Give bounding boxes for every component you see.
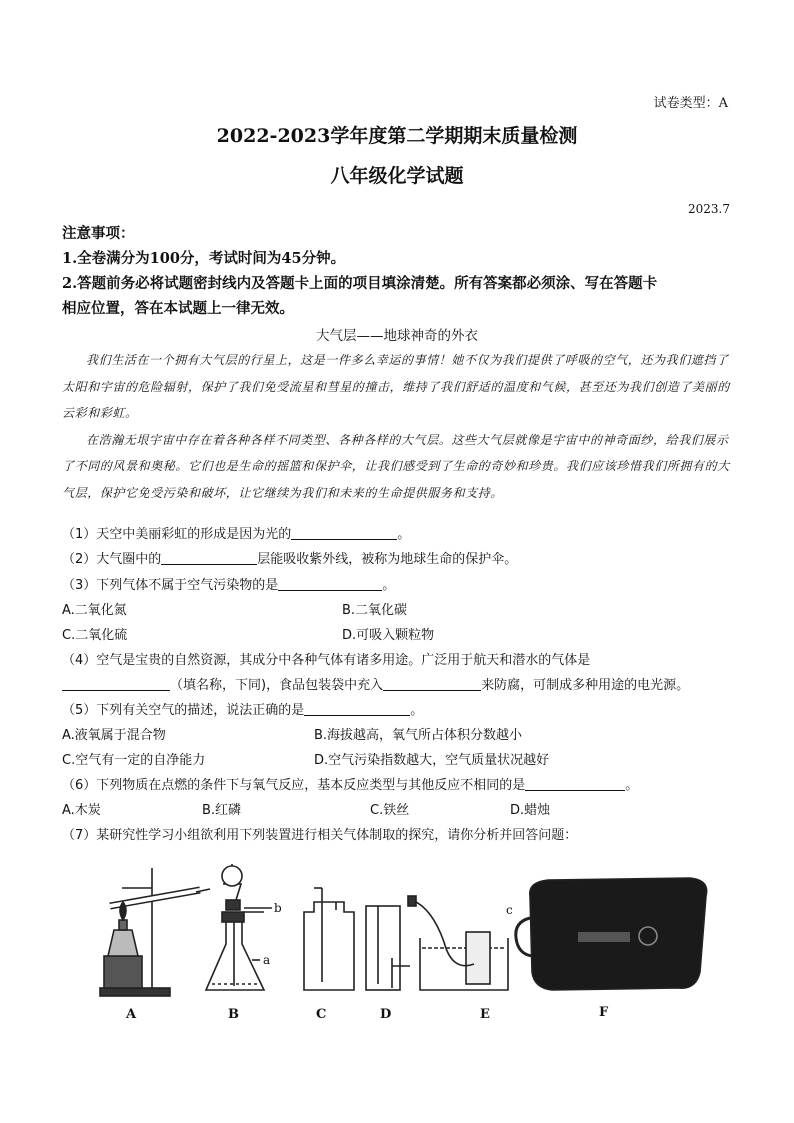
notes-heading: 注意事项： bbox=[62, 225, 135, 242]
exam-title: 2022-2023学年度第二学期期末质量检测 bbox=[216, 125, 578, 147]
q3-option-a: A.二氧化氮 bbox=[62, 603, 127, 618]
q5-option-d: D.空气污染指数越大，空气质量状况越好 bbox=[314, 753, 550, 768]
question-4-end: 来防腐，可制成多种用途的电光源。 bbox=[481, 678, 690, 693]
q6-option-b: B.红磷 bbox=[202, 803, 242, 818]
exam-subtitle: 八年级化学试题 bbox=[330, 165, 464, 187]
apparatus-d bbox=[366, 906, 410, 990]
passage-body bbox=[62, 347, 734, 506]
passage-paragraph-1: 我们生活在一个拥有大气层的行星上，这是一件多么幸运的事情！她不仅为我们提供了呼吸的空气，还为我们遮挡了太阳和宇宙的危险辐射，保护了我们免受流星和彗星的撞击，维持了我们舒适的温度和气候，甚至还为我们创造了美丽的云彩和彩虹。 bbox=[62, 353, 730, 420]
question-2 bbox=[62, 548, 517, 567]
answer-blank-3[interactable] bbox=[278, 576, 382, 591]
question-3 bbox=[62, 574, 395, 593]
note-1: 1.全卷满分为100分，考试时间为45分钟。 bbox=[62, 250, 346, 267]
q6-option-a: A.木炭 bbox=[62, 803, 101, 818]
question-3-end: 。 bbox=[382, 578, 396, 593]
answer-blank-4b[interactable] bbox=[383, 676, 481, 691]
label-c: C bbox=[316, 1007, 327, 1022]
question-1-end: 。 bbox=[397, 527, 411, 542]
label-b: B bbox=[228, 1007, 239, 1022]
question-3-text: （3）下列气体不属于空气污染物的是 bbox=[62, 578, 279, 593]
answer-blank-6[interactable] bbox=[525, 776, 625, 791]
q5-option-c: C.空气有一定的自净能力 bbox=[62, 753, 206, 768]
question-7: （7）某研究性学习小组欲利用下列装置进行相关气体制取的探究，请你分析并回答问题： bbox=[62, 828, 578, 843]
question-2-text: （2）大气圈中的 bbox=[62, 552, 162, 567]
label-e: E bbox=[480, 1007, 490, 1022]
apparatus-a bbox=[100, 868, 210, 996]
question-2-end: 层能吸收紫外线，被称为地球生命的保护伞。 bbox=[257, 552, 518, 567]
passage-title: 大气层——地球神奇的外衣 bbox=[316, 328, 478, 344]
label-d: D bbox=[380, 1007, 392, 1022]
question-4-mid: （填名称，下同)，食品包装袋中充入 bbox=[170, 678, 384, 693]
question-6-text: （6）下列物质在点燃的条件下与氧气反应，基本反应类型与其他反应不相同的是 bbox=[62, 778, 526, 793]
apparatus-b bbox=[206, 864, 272, 990]
question-5-text: （5）下列有关空气的描述，说法正确的是 bbox=[62, 703, 305, 718]
exam-date: 2023.7 bbox=[688, 202, 730, 216]
question-6-end: 。 bbox=[625, 778, 639, 793]
port-label-b: b bbox=[274, 901, 282, 915]
q3-option-b: B.二氧化碳 bbox=[342, 603, 408, 618]
answer-blank-4a[interactable] bbox=[62, 676, 170, 691]
q3-option-d: D.可吸入颗粒物 bbox=[342, 628, 435, 643]
note-2-line2: 相应位置，答在本试题上一律无效。 bbox=[62, 300, 294, 317]
question-5-end: 。 bbox=[410, 703, 424, 718]
passage-paragraph-2: 在浩瀚无垠宇宙中存在着各种各样不同类型、各种各样的大气层。这些大气层就像是宇宙中的神奇面纱，给我们展示了不同的风景和奥秘。它们也是生命的摇篮和保护伞，让我们感受到了生命的奇妙和珍贵。我们应该珍惜我们所拥有的大气层，保护它免受污染和破坏，让它继续为我们和未来的生命提供服务和支持。 bbox=[62, 432, 730, 500]
paper-type: 试卷类型：A bbox=[653, 96, 728, 111]
q6-option-c: C.铁丝 bbox=[370, 803, 410, 818]
q5-option-b: B.海拔越高，氧气所占体积分数越小 bbox=[314, 728, 523, 743]
question-4-line1: （4）空气是宝贵的自然资源，其成分中各种气体有诸多用途。广泛用于航天和潜水的气体是 bbox=[62, 653, 591, 668]
answer-blank-2[interactable] bbox=[161, 550, 257, 565]
apparatus-figure bbox=[92, 848, 722, 1028]
q5-option-a: A.液氧属于混合物 bbox=[62, 728, 166, 743]
question-5 bbox=[62, 699, 423, 718]
note-2-line1: 2.答题前务必将试题密封线内及答题卡上面的项目填涂清楚。所有答案都必须涂、写在答题卡 bbox=[62, 275, 658, 292]
label-f: F bbox=[599, 1005, 609, 1020]
apparatus-e bbox=[408, 896, 508, 990]
port-label-c: c bbox=[506, 903, 513, 917]
port-label-a: a bbox=[263, 953, 271, 967]
q3-option-c: C.二氧化硫 bbox=[62, 628, 128, 643]
apparatus-c bbox=[304, 888, 354, 990]
answer-blank-5[interactable] bbox=[304, 701, 410, 716]
label-a: A bbox=[126, 1007, 137, 1022]
question-4-line2 bbox=[62, 674, 689, 693]
question-6 bbox=[62, 774, 638, 793]
apparatus-f bbox=[516, 878, 707, 990]
question-1-text: （1）天空中美丽彩虹的形成是因为光的 bbox=[62, 527, 292, 542]
answer-blank-1[interactable] bbox=[291, 525, 397, 540]
question-1 bbox=[62, 523, 410, 542]
q6-option-d: D.蜡烛 bbox=[510, 803, 551, 818]
